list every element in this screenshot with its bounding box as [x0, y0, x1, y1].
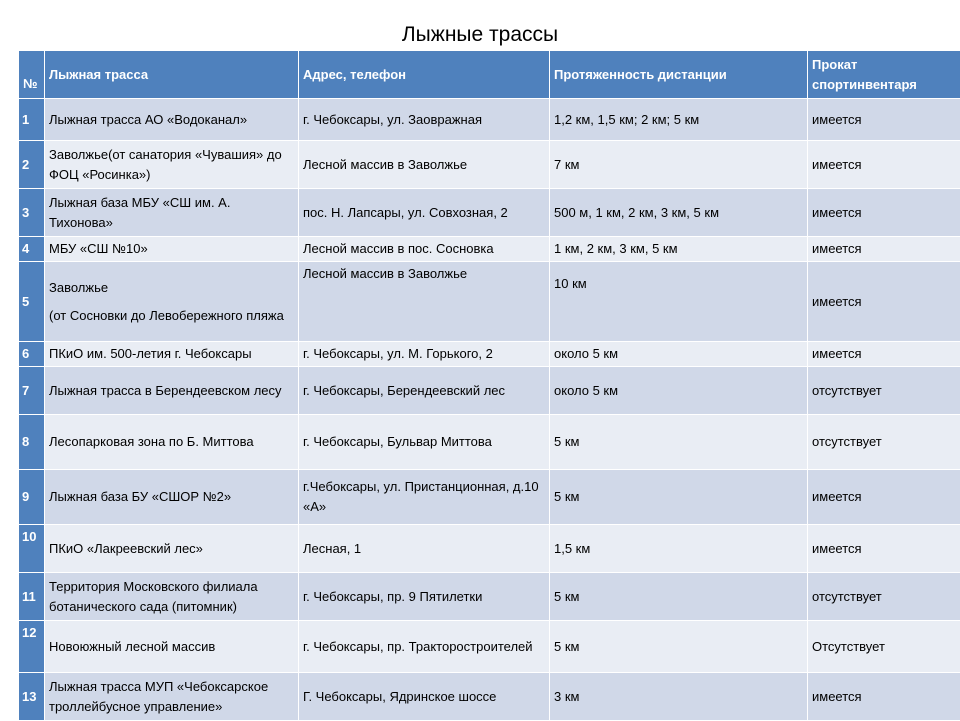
row-address: г. Чебоксары, Бульвар Миттова	[299, 415, 550, 470]
header-length: Протяженность дистанции	[550, 51, 808, 99]
table-row	[19, 342, 960, 367]
row-address: г. Чебоксары, пр. 9 Пятилетки	[299, 573, 550, 621]
row-name: Лесопарковая зона по Б. Миттова	[45, 415, 299, 470]
row-length: около 5 км	[550, 342, 808, 367]
row-name: Территория Московского филиала ботанического сада (питомник)	[45, 573, 299, 621]
table-row	[19, 673, 960, 721]
header-address: Адрес, телефон	[299, 51, 550, 99]
row-address: Лесная, 1	[299, 525, 550, 573]
table-row	[19, 262, 960, 342]
row-name: ПКиО им. 500-летия г. Чебоксары	[45, 342, 299, 367]
row-num: 9	[19, 470, 45, 525]
row-num: 3	[19, 189, 45, 237]
table-row	[19, 415, 960, 470]
row-name	[45, 262, 299, 342]
row-length: 5 км	[550, 573, 808, 621]
row-rental: имеется	[808, 99, 960, 141]
row-length: 500 м, 1 км, 2 км, 3 км, 5 км	[550, 189, 808, 237]
row-length: 1,5 км	[550, 525, 808, 573]
row-address: Г. Чебоксары, Ядринское шоссе	[299, 673, 550, 721]
row-num: 13	[19, 673, 45, 721]
table-row	[19, 367, 960, 415]
row-name: Лыжная база МБУ «СШ им. А. Тихонова»	[45, 189, 299, 237]
row-name-line1: Заволжье	[49, 280, 108, 295]
row-name: Лыжная база БУ «СШОР №2»	[45, 470, 299, 525]
table-row	[19, 470, 960, 525]
row-rental: имеется	[808, 470, 960, 525]
row-name: Новоюжный лесной массив	[45, 621, 299, 673]
row-address: г. Чебоксары, ул. М. Горького, 2	[299, 342, 550, 367]
row-num: 4	[19, 237, 45, 262]
header-name: Лыжная трасса	[45, 51, 299, 99]
table-row	[19, 525, 960, 573]
table-row	[19, 99, 960, 141]
row-address: Лесной массив в Заволжье	[299, 262, 550, 342]
row-name: ПКиО «Лакреевский лес»	[45, 525, 299, 573]
row-rental: имеется	[808, 525, 960, 573]
row-name: Лыжная трасса МУП «Чебоксарское троллейбусное управление»	[45, 673, 299, 721]
row-length: 5 км	[550, 470, 808, 525]
table-row	[19, 189, 960, 237]
row-length: 5 км	[550, 621, 808, 673]
row-rental: имеется	[808, 237, 960, 262]
row-address: г. Чебоксары, Берендеевский лес	[299, 367, 550, 415]
row-name-line2: (от Сосновки до Левобережного пляжа	[49, 308, 284, 323]
row-num: 7	[19, 367, 45, 415]
row-num: 6	[19, 342, 45, 367]
row-rental: имеется	[808, 673, 960, 721]
row-num: 1	[19, 99, 45, 141]
row-num: 11	[19, 573, 45, 621]
row-address: г.Чебоксары, ул. Пристанционная, д.10 «А»	[299, 470, 550, 525]
row-length: 1,2 км, 1,5 км; 2 км; 5 км	[550, 99, 808, 141]
row-rental: имеется	[808, 141, 960, 189]
row-rental: отсутствует	[808, 573, 960, 621]
row-name: МБУ «СШ №10»	[45, 237, 299, 262]
row-num: 8	[19, 415, 45, 470]
row-length: 7 км	[550, 141, 808, 189]
row-num: 2	[19, 141, 45, 189]
table-row	[19, 621, 960, 673]
row-num: 10	[19, 525, 45, 573]
header-rental: Прокат спортинвентаря	[808, 51, 960, 99]
table-row	[19, 141, 960, 189]
table-row	[19, 237, 960, 262]
row-length: около 5 км	[550, 367, 808, 415]
row-rental: имеется	[808, 342, 960, 367]
row-length: 3 км	[550, 673, 808, 721]
row-rental: Отсутствует	[808, 621, 960, 673]
row-length: 5 км	[550, 415, 808, 470]
header-num: №	[19, 51, 45, 99]
row-length: 1 км, 2 км, 3 км, 5 км	[550, 237, 808, 262]
row-num: 12	[19, 621, 45, 673]
row-rental: отсутствует	[808, 367, 960, 415]
row-rental: имеется	[808, 189, 960, 237]
row-rental: отсутствует	[808, 415, 960, 470]
ski-trails-table	[18, 50, 960, 721]
row-address: г. Чебоксары, ул. Заовражная	[299, 99, 550, 141]
row-name: Лыжная трасса АО «Водоканал»	[45, 99, 299, 141]
page-title: Лыжные трассы	[0, 22, 960, 48]
table-row	[19, 573, 960, 621]
row-address: г. Чебоксары, пр. Тракторостроителей	[299, 621, 550, 673]
table-header-row	[19, 51, 960, 99]
row-address: Лесной массив в пос. Сосновка	[299, 237, 550, 262]
row-num: 5	[19, 262, 45, 342]
row-name: Заволжье(от санатория «Чувашия» до ФОЦ «Росинка»)	[45, 141, 299, 189]
row-name: Лыжная трасса в Берендеевском лесу	[45, 367, 299, 415]
row-address: Лесной массив в Заволжье	[299, 141, 550, 189]
row-address: пос. Н. Лапсары, ул. Совхозная, 2	[299, 189, 550, 237]
row-length: 10 км	[550, 262, 808, 342]
row-rental: имеется	[808, 262, 960, 342]
